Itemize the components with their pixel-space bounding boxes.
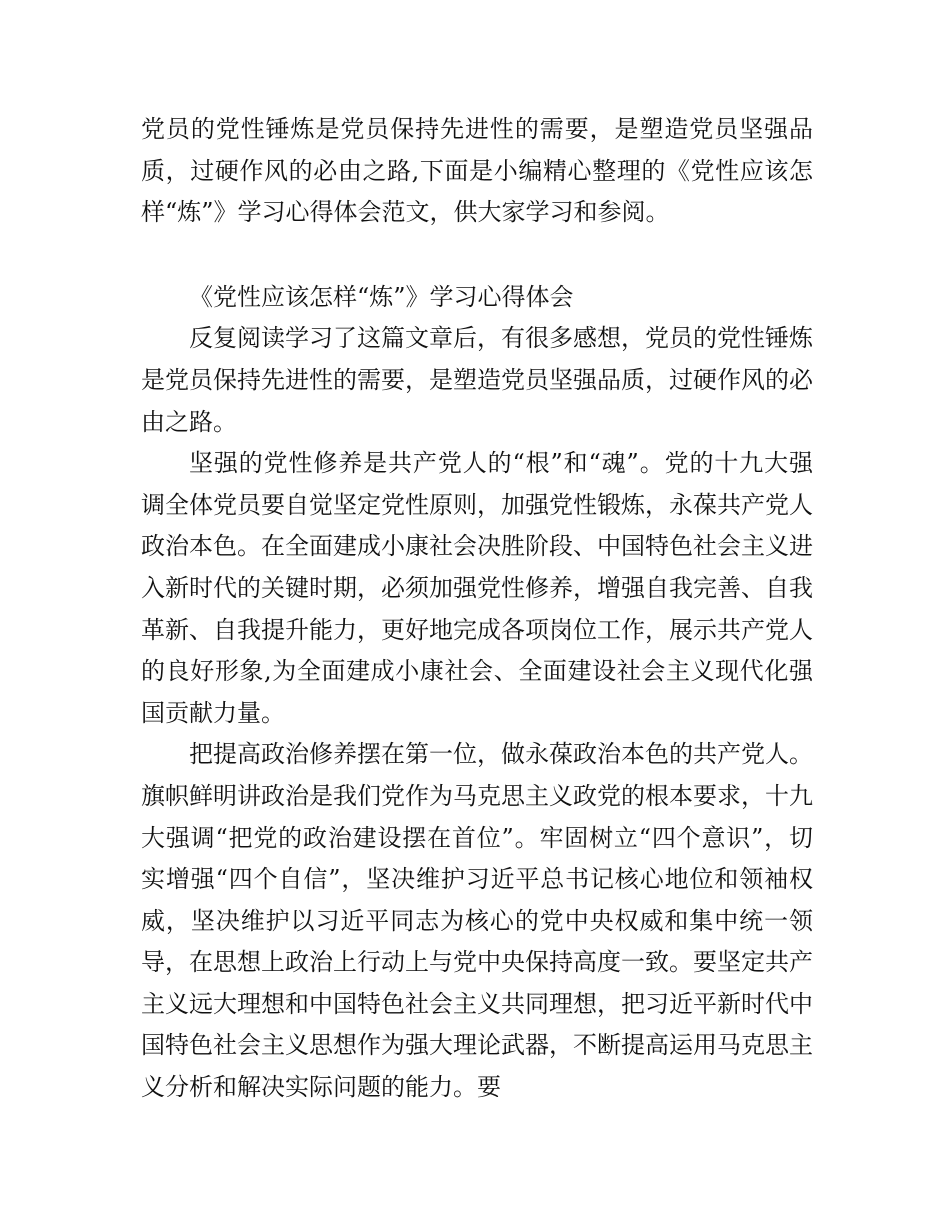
article-heading: 《党性应该怎样“炼”》学习心得体会 [189,282,574,311]
intro-paragraph: 党员的党性锤炼是党员保持先进性的需要，是塑造党员坚强品质，过硬作风的必由之路,下面是小编精心整理的《党性应该怎样“炼”》学习心得体会范文，供大家学习和参阅。 [141,115,813,227]
document-body [141,109,813,1109]
body-paragraph-3: 把提高政治修养摆在第一位，做永葆政治本色的共产党人。旗帜鲜明讲政治是我们党作为马克思主义政党的根本要求，十九大强调“把党的政治建设摆在首位”。牢固树立“四个意识”，切实增强“四个自信”，坚决维护习近平总书记核心地位和领袖权威，坚决维护以习近平同志为核心的党中央权威和集中统一领导，在思想上政治上行动上与党中央保持高度一致。要坚定共产主义远大理想和中国特色社会主义共同理想，把习近平新时代中国特色社会主义思想作为强大理论武器，不断提高运用马克思主义分析和解决实际问题的能力。要 [141,740,813,1102]
body-paragraph-1: 反复阅读学习了这篇文章后，有很多感想，党员的党性锤炼是党员保持先进性的需要，是塑造党员坚强品质，过硬作风的必由之路。 [141,324,813,436]
body-paragraph-2: 坚强的党性修养是共产党人的“根”和“魂”。党的十九大强调全体党员要自觉坚定党性原则，加强党性锻炼，永葆共产党人政治本色。在全面建成小康社会决胜阶段、中国特色社会主义进入新时代的关键时期，必须加强党性修养，增强自我完善、自我革新、自我提升能力，更好地完成各项岗位工作，展示共产党人的良好形象,为全面建成小康社会、全面建设社会主义现代化强国贡献力量。 [141,449,813,727]
